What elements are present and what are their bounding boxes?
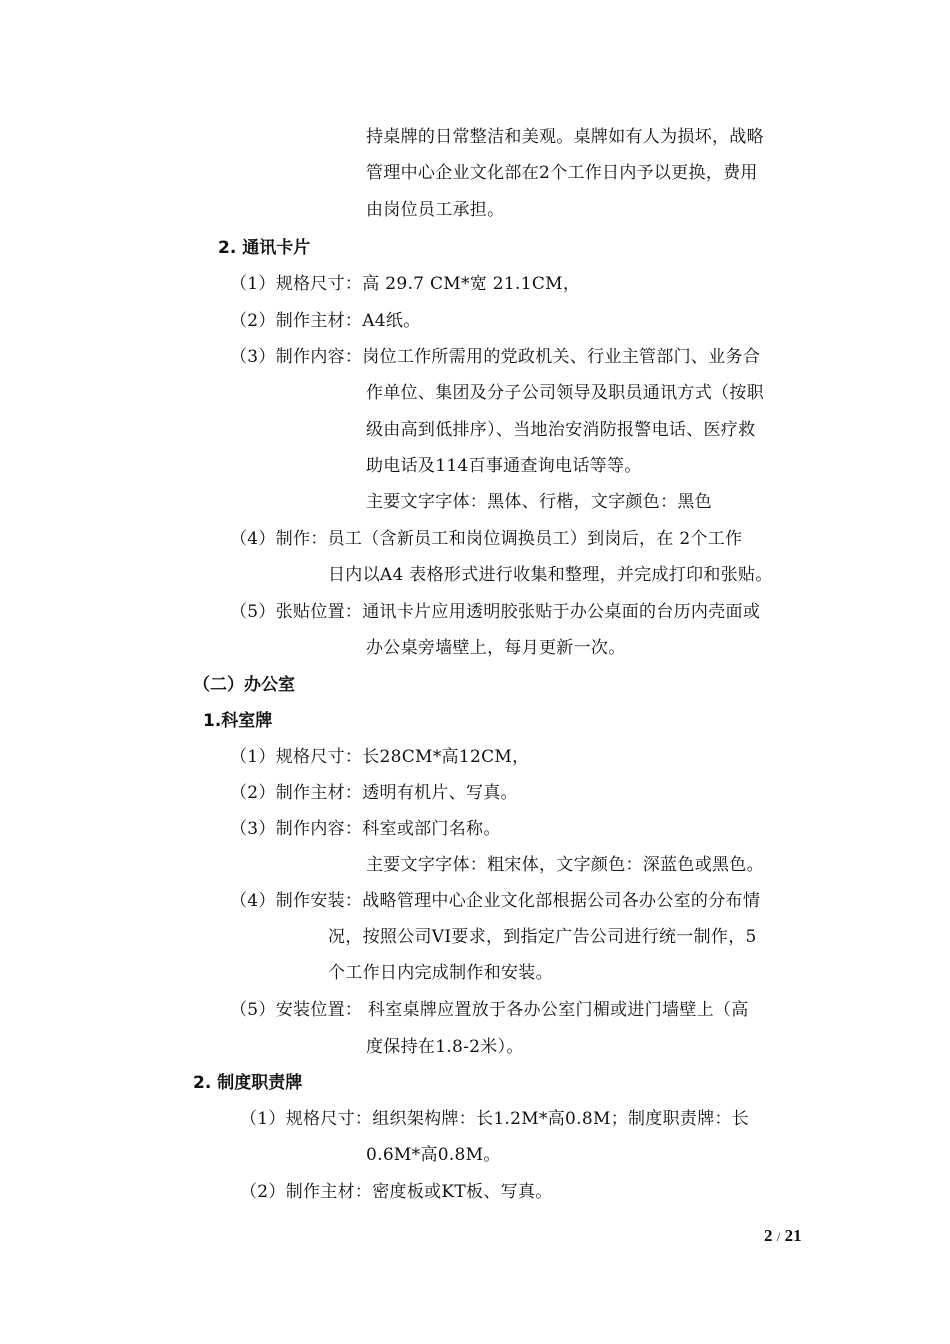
text-line: （3）制作内容：岗位工作所需用的党政机关、行业主管部门、业务合 bbox=[230, 347, 761, 367]
text-line: 0.6M*高0.8M。 bbox=[366, 1145, 501, 1165]
text-line: （1）规格尺寸：高 29.7 CM*宽 21.1CM， bbox=[230, 274, 581, 294]
text-line: 由岗位员工承担。 bbox=[366, 200, 505, 220]
text-line: 持桌牌的日常整洁和美观。桌牌如有人为损坏，战略 bbox=[366, 127, 764, 147]
page-separator: / bbox=[776, 1229, 781, 1244]
section-heading: 1.科室牌 bbox=[203, 711, 273, 731]
text-line: 管理中心企业文化部在2个工作日内予以更换，费用 bbox=[366, 163, 758, 183]
text-line: （4）制作：员工（含新员工和岗位调换员工）到岗后，在 2个工作 bbox=[230, 529, 743, 549]
text-line: 日内以A4 表格形式进行收集和整理，并完成打印和张贴。 bbox=[328, 565, 773, 585]
text-line: （5）安装位置： 科室桌牌应置放于各办公室门楣或进门墙壁上（高 bbox=[230, 1000, 749, 1020]
page-current: 2 bbox=[764, 1226, 773, 1245]
text-line: 助电话及114百事通查询电话等等。 bbox=[366, 456, 642, 476]
text-line: 度保持在1.8-2米）。 bbox=[366, 1037, 524, 1057]
text-line: 主要文字字体：粗宋体，文字颜色：深蓝色或黑色。 bbox=[366, 855, 764, 875]
text-line: 个工作日内完成制作和安装。 bbox=[328, 963, 553, 983]
page-number bbox=[764, 1226, 802, 1246]
section-heading: 2. 制度职责牌 bbox=[193, 1073, 303, 1093]
text-line: （1）规格尺寸：组织架构牌：长1.2M*高0.8M；制度职责牌：长 bbox=[240, 1109, 750, 1129]
text-line: （2）制作主材：透明有机片、写真。 bbox=[230, 783, 518, 803]
text-line: （1）规格尺寸：长28CM*高12CM， bbox=[230, 747, 530, 767]
text-line: 主要文字字体：黑体、行楷，文字颜色：黑色 bbox=[366, 492, 712, 512]
section-heading: （二）办公室 bbox=[193, 675, 295, 695]
text-line: （5）张贴位置：通讯卡片应用透明胶张贴于办公桌面的台历内壳面或 bbox=[230, 602, 761, 622]
text-line: 级由高到低排序）、当地治安消防报警电话、医疗救 bbox=[366, 420, 756, 440]
text-line: （4）制作安装：战略管理中心企业文化部根据公司各办公室的分布情 bbox=[230, 891, 761, 911]
text-line: 况，按照公司VI要求，到指定广告公司进行统一制作，5 bbox=[328, 927, 757, 947]
section-heading: 2. 通讯卡片 bbox=[218, 238, 311, 258]
text-line: （3）制作内容：科室或部门名称。 bbox=[230, 819, 501, 839]
text-line: 办公桌旁墙壁上，每月更新一次。 bbox=[366, 638, 626, 658]
text-line: 作单位、集团及分子公司领导及职员通讯方式（按职 bbox=[366, 383, 764, 403]
text-line: （2）制作主材：密度板或KT板、写真。 bbox=[240, 1182, 553, 1202]
page-total: 21 bbox=[784, 1226, 802, 1245]
text-line: （2）制作主材：A4纸。 bbox=[230, 311, 421, 331]
